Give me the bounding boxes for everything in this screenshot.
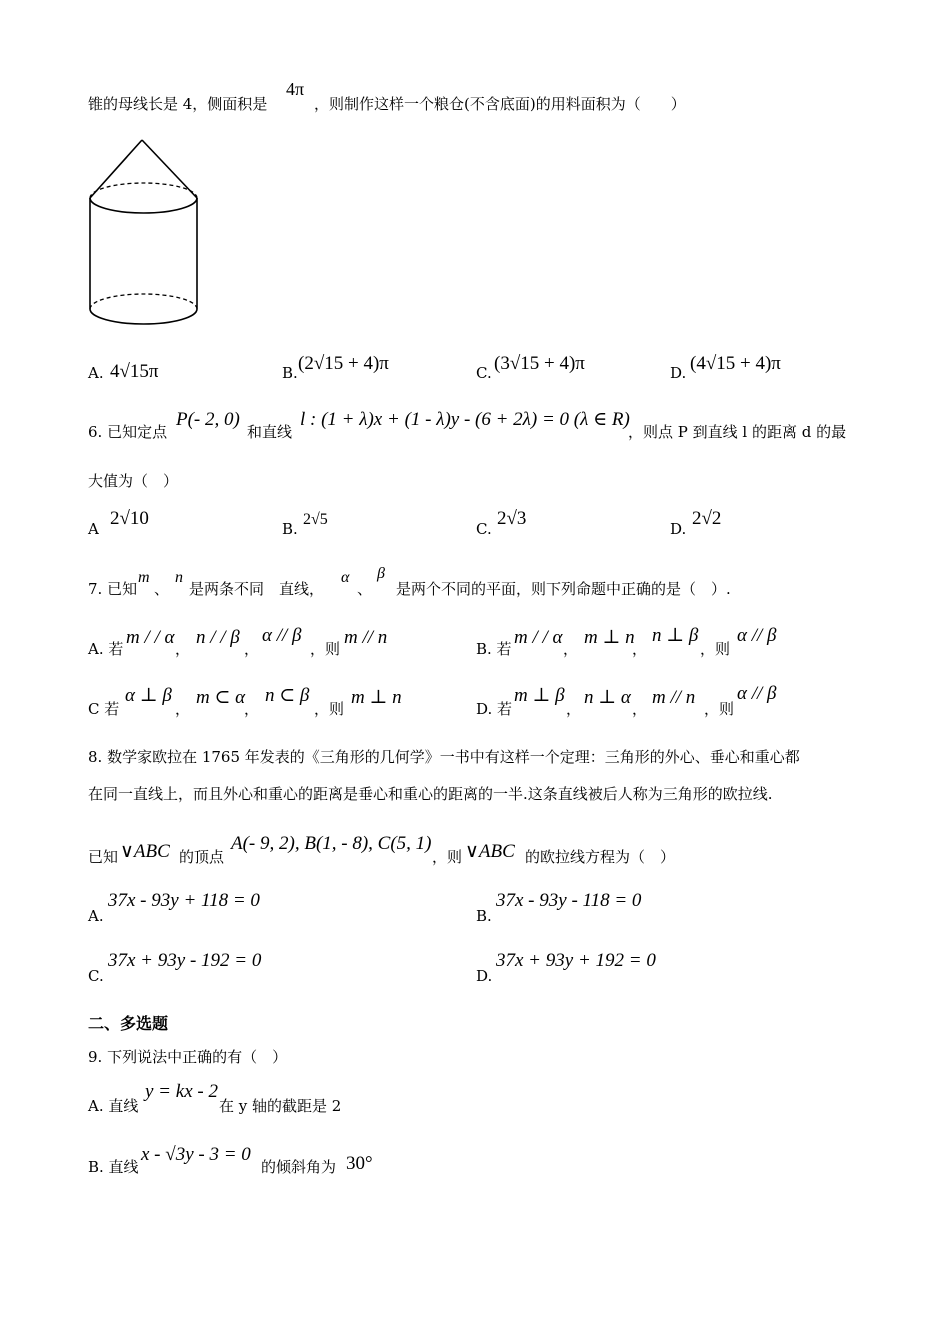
q7-option-b-label: B. 若 (476, 640, 512, 658)
q7-option-a-cond2: n / / β (196, 627, 240, 648)
q7-symbol-n: n (175, 569, 183, 586)
q6-option-d-value: 2√2 (692, 508, 722, 529)
q7-option-a-comma1: ， (175, 640, 191, 658)
q8-stem-line2: 在同一直线上，而且外心和重心的距离是垂心和重心的距离的一半.这条直线被后人称为三角形的欧拉线. (88, 785, 773, 803)
q7-option-d-comma1: ， (566, 700, 582, 718)
q8-option-b-value: 37x - 93y - 118 = 0 (496, 890, 642, 911)
q7-symbol-beta: β (377, 565, 385, 582)
q7-option-d-then: ，则 (704, 700, 735, 718)
q7-option-b-result: α // β (737, 625, 777, 646)
bottom-ellipse-back (90, 294, 197, 309)
q7-option-c-then: ，则 (314, 700, 345, 718)
top-ellipse-front (90, 198, 197, 213)
q7-option-b-then: ，则 (700, 640, 731, 658)
q7-option-c-cond3: n ⊂ β (265, 685, 310, 706)
q6-option-b-label: B. (282, 520, 298, 538)
q7-option-b-cond3: n ⊥ β (652, 625, 699, 646)
q5-area-value: 4π (286, 79, 305, 99)
q7-stem-pre: 7. 已知 (88, 580, 138, 598)
q7-option-d-cond2: n ⊥ α (584, 687, 631, 708)
q7-option-c-comma2: ， (244, 700, 260, 718)
q8-option-a-value: 37x - 93y + 118 = 0 (108, 890, 260, 911)
q7-option-a-comma2: ， (244, 640, 260, 658)
cone-right-edge (142, 140, 197, 198)
q7-separator-2: 、 (357, 580, 373, 598)
q5-option-b-label: B. (282, 364, 298, 382)
q8-option-b-label: B. (476, 907, 492, 925)
top-ellipse-back (90, 183, 197, 198)
q6-option-b-value: 2√5 (303, 511, 328, 528)
q7-option-a-label: A. 若 (88, 640, 124, 658)
q9-option-a-pre: A. 直线 (88, 1097, 139, 1115)
q9-option-b-equation: x - √3y - 3 = 0 (141, 1144, 251, 1165)
q5-option-c-value: (3√15 + 4)π (494, 353, 585, 374)
q7-option-b-comma2: ， (632, 640, 648, 658)
cone-left-edge (90, 140, 142, 198)
q7-symbol-alpha: α (341, 569, 350, 586)
q6-stem-mid: 和直线 (247, 423, 293, 441)
q9-option-b-angle: 30° (346, 1153, 373, 1174)
q6-stem-pre: 6. 已知定点 (88, 423, 168, 441)
q6-line-equation: l : (1 + λ)x + (1 - λ)y - (6 + 2λ) = 0 (λ ∈ R) (300, 409, 630, 430)
q7-option-c-result: m ⊥ n (351, 687, 402, 708)
q8-option-d-label: D. (476, 967, 493, 985)
q8-option-d-value: 37x + 93y + 192 = 0 (496, 950, 656, 971)
q7-separator-1: 、 (154, 580, 170, 598)
q5-option-a-value: 4√15π (110, 361, 159, 382)
q6-option-c-label: C. (476, 520, 492, 538)
q8-stem-line3-mid: 的顶点 (179, 848, 225, 866)
q7-option-d-cond3: m // n (652, 687, 696, 708)
q8-stem-line3-mid2: ，则 (432, 848, 463, 866)
q7-symbol-m: m (138, 569, 150, 586)
q7-option-a-cond3: α // β (262, 625, 302, 646)
q7-option-c-comma1: ， (175, 700, 191, 718)
q7-option-d-cond1: m ⊥ β (514, 685, 565, 706)
q9-option-a-equation: y = kx - 2 (145, 1081, 218, 1102)
q7-option-d-label: D. 若 (476, 700, 513, 718)
q6-option-a-value: 2√10 (110, 508, 149, 529)
q7-option-a-then: ，则 (310, 640, 341, 658)
q5-option-c-label: C. (476, 364, 492, 382)
q7-option-a-cond1: m / / α (126, 627, 175, 648)
q8-stem-line3-pre: 已知 (88, 848, 119, 866)
q6-point: P(- 2, 0) (176, 409, 240, 430)
q7-option-d-result: α // β (737, 683, 777, 704)
q7-option-c-cond1: α ⊥ β (125, 685, 172, 706)
q7-stem-mid1: 是两条不同 直线， (189, 580, 325, 598)
q8-vertices: A(- 9, 2), B(1, - 8), C(5, 1) (231, 833, 432, 854)
q7-option-a-result: m // n (344, 627, 388, 648)
q5-option-d-label: D. (670, 364, 687, 382)
q5-stem-post: ，则制作这样一个粮仓(不含底面)的用料面积为（ ） (314, 95, 686, 113)
q5-option-a-label: A. (88, 364, 104, 382)
q9-stem: 9. 下列说法中正确的有（ ） (88, 1048, 288, 1066)
q7-option-c-cond2: m ⊂ α (196, 687, 246, 708)
q8-triangle-1: ∨ABC (120, 841, 170, 862)
q8-option-c-value: 37x + 93y - 192 = 0 (108, 950, 262, 971)
q6-option-c-value: 2√3 (497, 508, 527, 529)
q8-option-a-label: A. (88, 907, 104, 925)
q5-option-b-value: (2√15 + 4)π (298, 353, 389, 374)
q9-option-b-pre: B. 直线 (88, 1158, 139, 1176)
q6-stem-post: ，则点 P 到直线 l 的距离 d 的最 (628, 423, 847, 441)
q8-stem-line3-post: 的欧拉线方程为（ ） (525, 848, 676, 866)
q8-option-c-label: C. (88, 967, 104, 985)
q9-option-a-post: 在 y 轴的截距是 2 (219, 1097, 342, 1115)
bottom-ellipse-front (90, 309, 197, 324)
q6-option-d-label: D. (670, 520, 687, 538)
granary-figure (84, 134, 214, 339)
q7-stem-mid2: 是两个不同的平面，则下列命题中正确的是（ ）. (396, 580, 731, 598)
q8-stem-line1: 8. 数学家欧拉在 1765 年发表的《三角形的几何学》一书中有这样一个定理：三角形的外心、垂心和重心都 (88, 748, 800, 766)
q5-option-d-value: (4√15 + 4)π (690, 353, 781, 374)
q7-option-c-label: C 若 (88, 700, 120, 718)
section-2-title: 二、多选题 (88, 1014, 169, 1033)
q9-option-b-post: 的倾斜角为 (261, 1158, 337, 1176)
q5-stem-pre: 锥的母线长是 4，侧面积是 (88, 95, 268, 113)
q6-stem-line2: 大值为（ ） (88, 472, 179, 490)
q7-option-d-comma2: ， (632, 700, 648, 718)
q6-option-a-label: A (88, 520, 99, 538)
q8-triangle-2: ∨ABC (465, 841, 515, 862)
q7-option-b-cond2: m ⊥ n (584, 627, 635, 648)
q7-option-b-comma1: ， (563, 640, 579, 658)
q7-option-b-cond1: m / / α (514, 627, 563, 648)
